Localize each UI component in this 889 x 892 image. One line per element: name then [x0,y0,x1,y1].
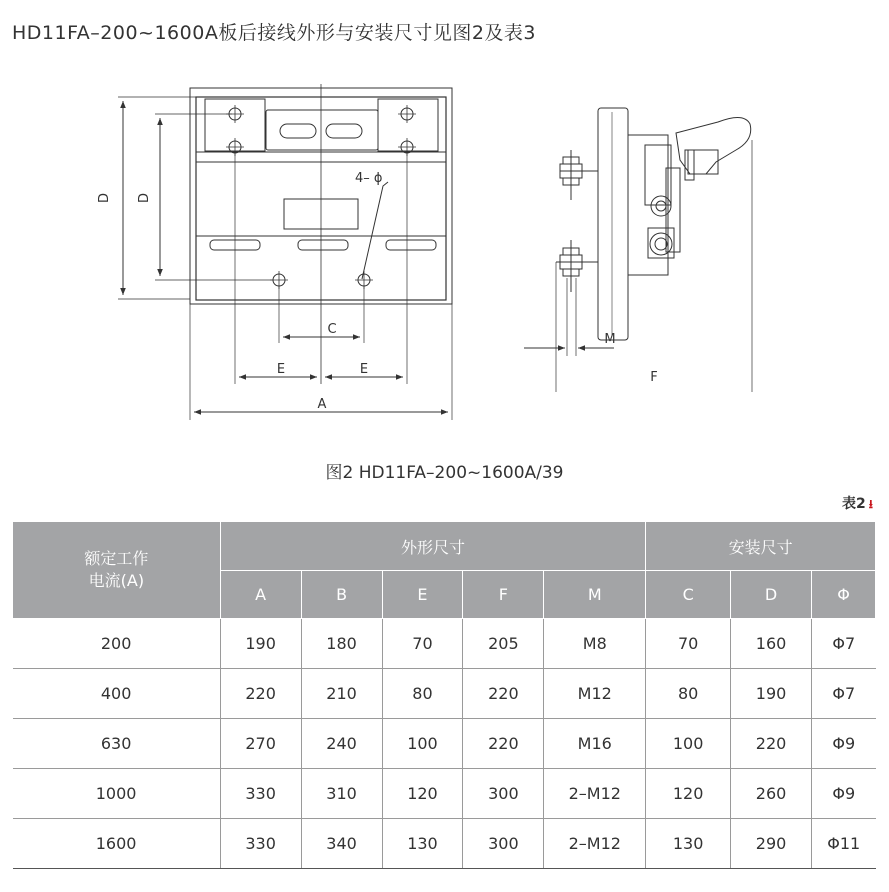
table-cell: 2–M12 [544,819,646,869]
table-cell: 70 [646,619,731,669]
label-m: M [604,332,616,347]
table-row [13,719,876,769]
header-rated-current-text: 额定工作 电流(A) [84,549,149,590]
label-a: A [317,397,327,412]
table-cell: 270 [220,719,301,769]
table-cell: 205 [463,619,544,669]
table-cell: 130 [382,819,463,869]
table-cell: M16 [544,719,646,769]
header-group-install: 安装尺寸 [646,522,876,571]
table-cell: 120 [382,769,463,819]
table-label [842,493,873,516]
table-cell: Φ9 [812,769,876,819]
table-cell: 310 [301,769,382,819]
side-view [524,108,752,392]
label-d-inner: D [137,192,152,204]
label-e-left: E [276,362,286,377]
technical-drawing [0,60,889,455]
table-cell: Φ11 [812,819,876,869]
header-col-7: Φ [812,571,876,619]
table-cell: 2–M12 [544,769,646,819]
table-row [13,769,876,819]
table-cell: Φ7 [812,619,876,669]
table-cell: 630 [13,719,221,769]
label-d-outer: D [97,192,112,204]
table-cell: 210 [301,669,382,719]
table-cell: 240 [301,719,382,769]
table-cell: 290 [731,819,812,869]
table-row [13,619,876,669]
table-cell: 70 [382,619,463,669]
table-cell: Φ7 [812,669,876,719]
table-cell: 300 [463,819,544,869]
table-row [13,819,876,869]
table-cell: 330 [220,819,301,869]
label-f: F [650,370,658,385]
header-col-1: B [301,571,382,619]
table-cell: M12 [544,669,646,719]
table-cell: 220 [220,669,301,719]
header-col-6: D [731,571,812,619]
table-cell: 180 [301,619,382,669]
table-cell: 1600 [13,819,221,869]
header-group-outline: 外形尺寸 [220,522,646,571]
header-col-3: F [463,571,544,619]
table-cell: 220 [463,719,544,769]
table-cell: 400 [13,669,221,719]
label-e-right: E [359,362,369,377]
table-cell: 300 [463,769,544,819]
table-cell: 120 [646,769,731,819]
table-cell: 330 [220,769,301,819]
table-body [13,619,876,869]
table-cell: 160 [731,619,812,669]
table-cell: 80 [382,669,463,719]
table-cell: 100 [646,719,731,769]
header-col-0: A [220,571,301,619]
table-cell: 200 [13,619,221,669]
header-col-2: E [382,571,463,619]
header-col-5: C [646,571,731,619]
table-cell: 220 [463,669,544,719]
table-cell: 340 [301,819,382,869]
table-cell: 130 [646,819,731,869]
figure-caption: 图2 HD11FA–200~1600A/39 [325,463,564,483]
table-cell: 80 [646,669,731,719]
page-heading: HD11FA–200~1600A板后接线外形与安装尺寸见图2及表3 [12,22,536,44]
table-cell: 100 [382,719,463,769]
table-cell: Φ9 [812,719,876,769]
table-cell: 220 [731,719,812,769]
table-cell: 1000 [13,769,221,819]
table-cell: 190 [731,669,812,719]
table-row [13,669,876,719]
dimension-table [12,521,876,869]
table-label-text: 表2 [842,496,866,512]
table-cell: 190 [220,619,301,669]
header-col-4: M [544,571,646,619]
table-cell: 260 [731,769,812,819]
label-hole-note: 4– ϕ [355,171,383,186]
header-rated-current [13,522,221,619]
table-cell: M8 [544,619,646,669]
download-arrow-icon[interactable]: ⭳ [868,497,873,511]
label-c: C [327,322,337,337]
